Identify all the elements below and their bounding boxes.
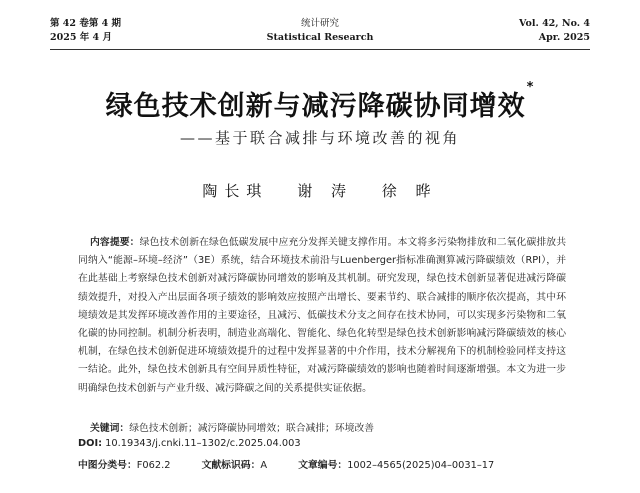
doi-label: DOI:: [78, 438, 103, 449]
issue-date: 2025 年 4 月: [50, 32, 112, 43]
title-text: 绿色技术创新与减污降碳协同增效: [105, 91, 526, 122]
abstract-label: 内容提要：: [90, 237, 140, 248]
article-title: [0, 80, 640, 123]
author-1: 陶长琪: [202, 182, 269, 200]
classification-line: [78, 457, 522, 471]
article-subtitle: ——基于联合减排与环境改善的视角: [179, 129, 460, 147]
clc-label: 中图分类号：: [78, 460, 137, 471]
author-2: 谢 涛: [297, 182, 353, 200]
document-code-label: 文献标识码：: [201, 460, 261, 471]
doi: [78, 438, 301, 449]
clc-number: [78, 457, 170, 471]
article-number-label: 文章编号：: [298, 460, 348, 471]
document-code: [202, 457, 267, 471]
issue-info-en: [519, 17, 590, 45]
author-3: 徐 晔: [381, 182, 438, 200]
keywords-text: 绿色技术创新；减污降碳协同增效；联合减排；环境改善: [129, 423, 375, 434]
journal-name-en: Statistical Research: [266, 32, 374, 43]
volume-issue-en: Vol. 42, No. 4: [519, 18, 590, 29]
journal-header: [0, 17, 640, 51]
author-list: [0, 180, 640, 201]
abstract-text: 绿色技术创新在绿色低碳发展中应充分发挥关键支撑作用。本文将多污染物排放和二氧化碳排放共同纳入“能源–环境–经济”（3E）系统，结合环境技术前沿与Luenberger指标准确测算减污降碳绩效（RPI），并在此基础上考察绿色技术创新对减污降碳协同增效的影响及其机制。研究发现，绿色技术创新显著促进减污降碳绩效提升，对投入产出层面各项子绩效的影响效应按照产出增长、要素节约、联合减排的顺序依次提高，其中环境绩效是其发挥环境改善作用的主要途径，且减污、低碳技术分支之间存在技术协同，可以实现多污染物和二氧化碳的协同控制。机制分析表明，制造业高端化、智能化、绿色化转型是绿色技术创新影响减污降碳绩效的核心机制，在绿色技术创新促进环境绩效提升的过程中发挥显著的中介作用，技术分解视角下的机制检验同样支持这一结论。此外，绿色技术创新具有空间异质性特征，对减污降碳绩效的影响也随着时间逐渐增强。本文为进一步明确绿色技术创新与产业升级、减污降碳之间的关系提供实证依据。: [78, 237, 567, 394]
keywords-label: 关键词：: [90, 423, 130, 434]
document-code-value: A: [260, 460, 268, 471]
journal-name-cn: 统计研究: [300, 18, 339, 29]
clc-value: F062.2: [136, 460, 171, 471]
title-footnote-mark: *: [526, 80, 535, 95]
article-number: [298, 457, 494, 471]
doi-text: 10.19343/j.cnki.11–1302/c.2025.04.003: [105, 438, 301, 449]
article-number-value: 1002–4565(2025)04–0031–17: [347, 460, 495, 471]
issue-date-en: Apr. 2025: [538, 32, 590, 43]
abstract: [78, 234, 566, 398]
volume-issue: 第 42 卷第 4 期: [50, 18, 122, 29]
keywords: [90, 420, 374, 434]
header-rule: [50, 49, 590, 50]
